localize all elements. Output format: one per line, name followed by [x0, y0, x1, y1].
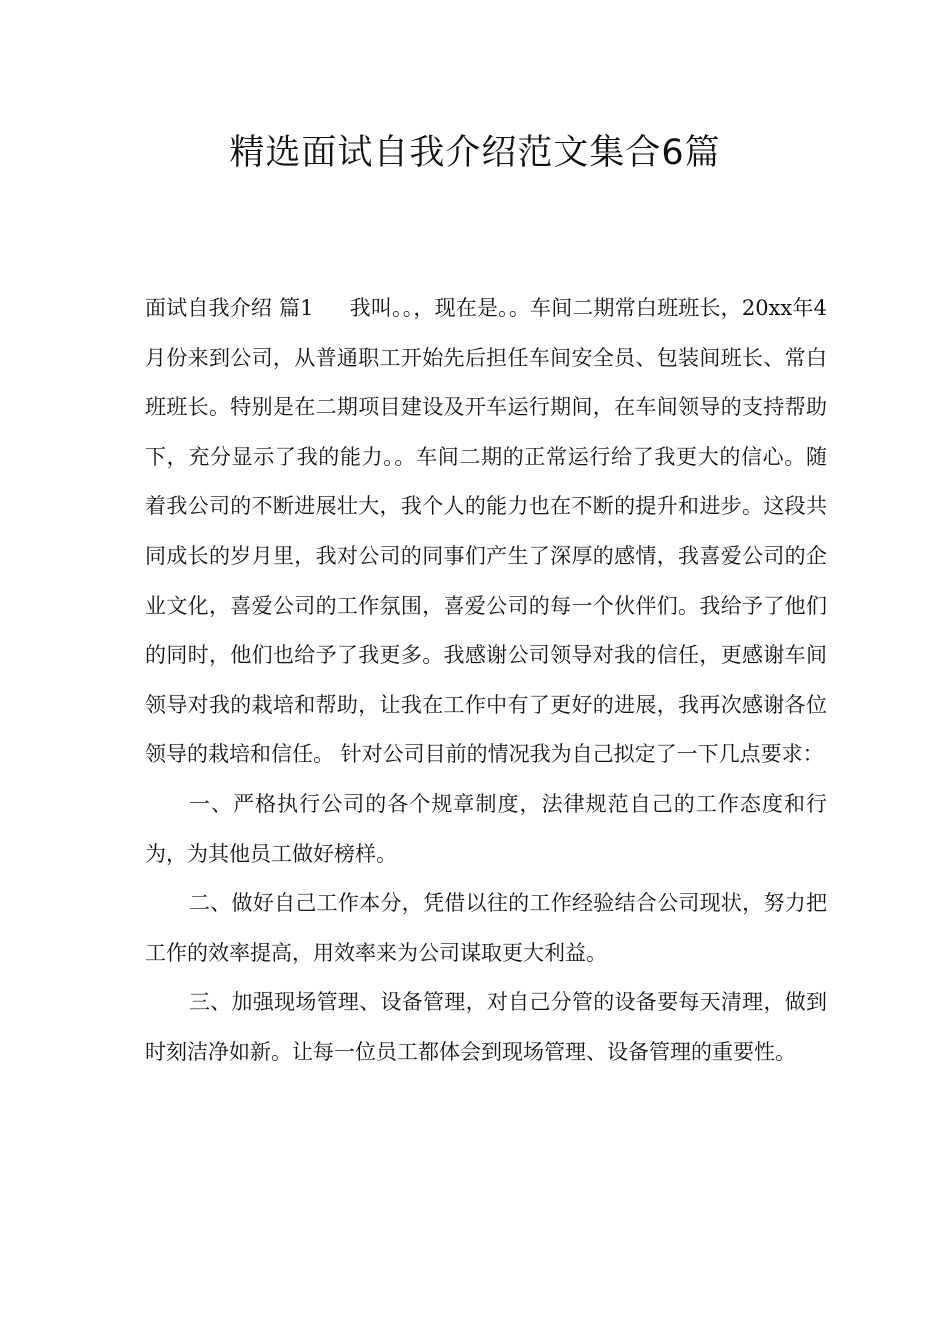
paragraph-4: 三、加强现场管理、设备管理，对自己分管的设备要每天清理，做到时刻洁净如新。让每一位员工都体会到现场管理、设备管理的重要性。 — [145, 990, 827, 1064]
paragraph-2: 一、严格执行公司的各个规章制度，法律规范自己的工作态度和行为，为其他员工做好榜样。 — [145, 791, 827, 866]
document-body — [145, 284, 827, 1078]
paragraph-intro — [145, 284, 827, 780]
section-heading: 面试自我介绍 篇1 — [145, 296, 314, 320]
document-title: 精选面试自我介绍范文集合6篇 — [229, 133, 721, 173]
paragraph-3: 二、做好自己工作本分，凭借以往的工作经验结合公司现状，努力把工作的效率提高，用效率来为公司谋取更大利益。 — [145, 891, 827, 965]
paragraph-1-text: 我叫。。，现在是。。车间二期常白班班长，20xx年4月份来到公司，从普通职工开始先后担任车间安全员、包装间班长、常白班班长。特别是在二期项目建设及开车运行期间，在车间领导的支持帮助下，充分显示了我的能力。。车间二期的正常运行给了我更大的信心。随着我公司的不断进展壮大，我个人的能力也在不断的提升和进步。这段共同成长的岁月里，我对公司的同事们产生了深厚的感情，我喜爱公司的企业文化，喜爱公司的工作氛围，喜爱公司的每一个伙伴们。我给予了他们的同时，他们也给予了我更多。我感谢公司领导对我的信任，更感谢车间领导对我的栽培和帮助，让我在工作中有了更好的进展，我再次感谢各位领导的栽培和信任。 针对公司目前的情况我为自己拟定了一下几点要求： — [145, 296, 827, 767]
